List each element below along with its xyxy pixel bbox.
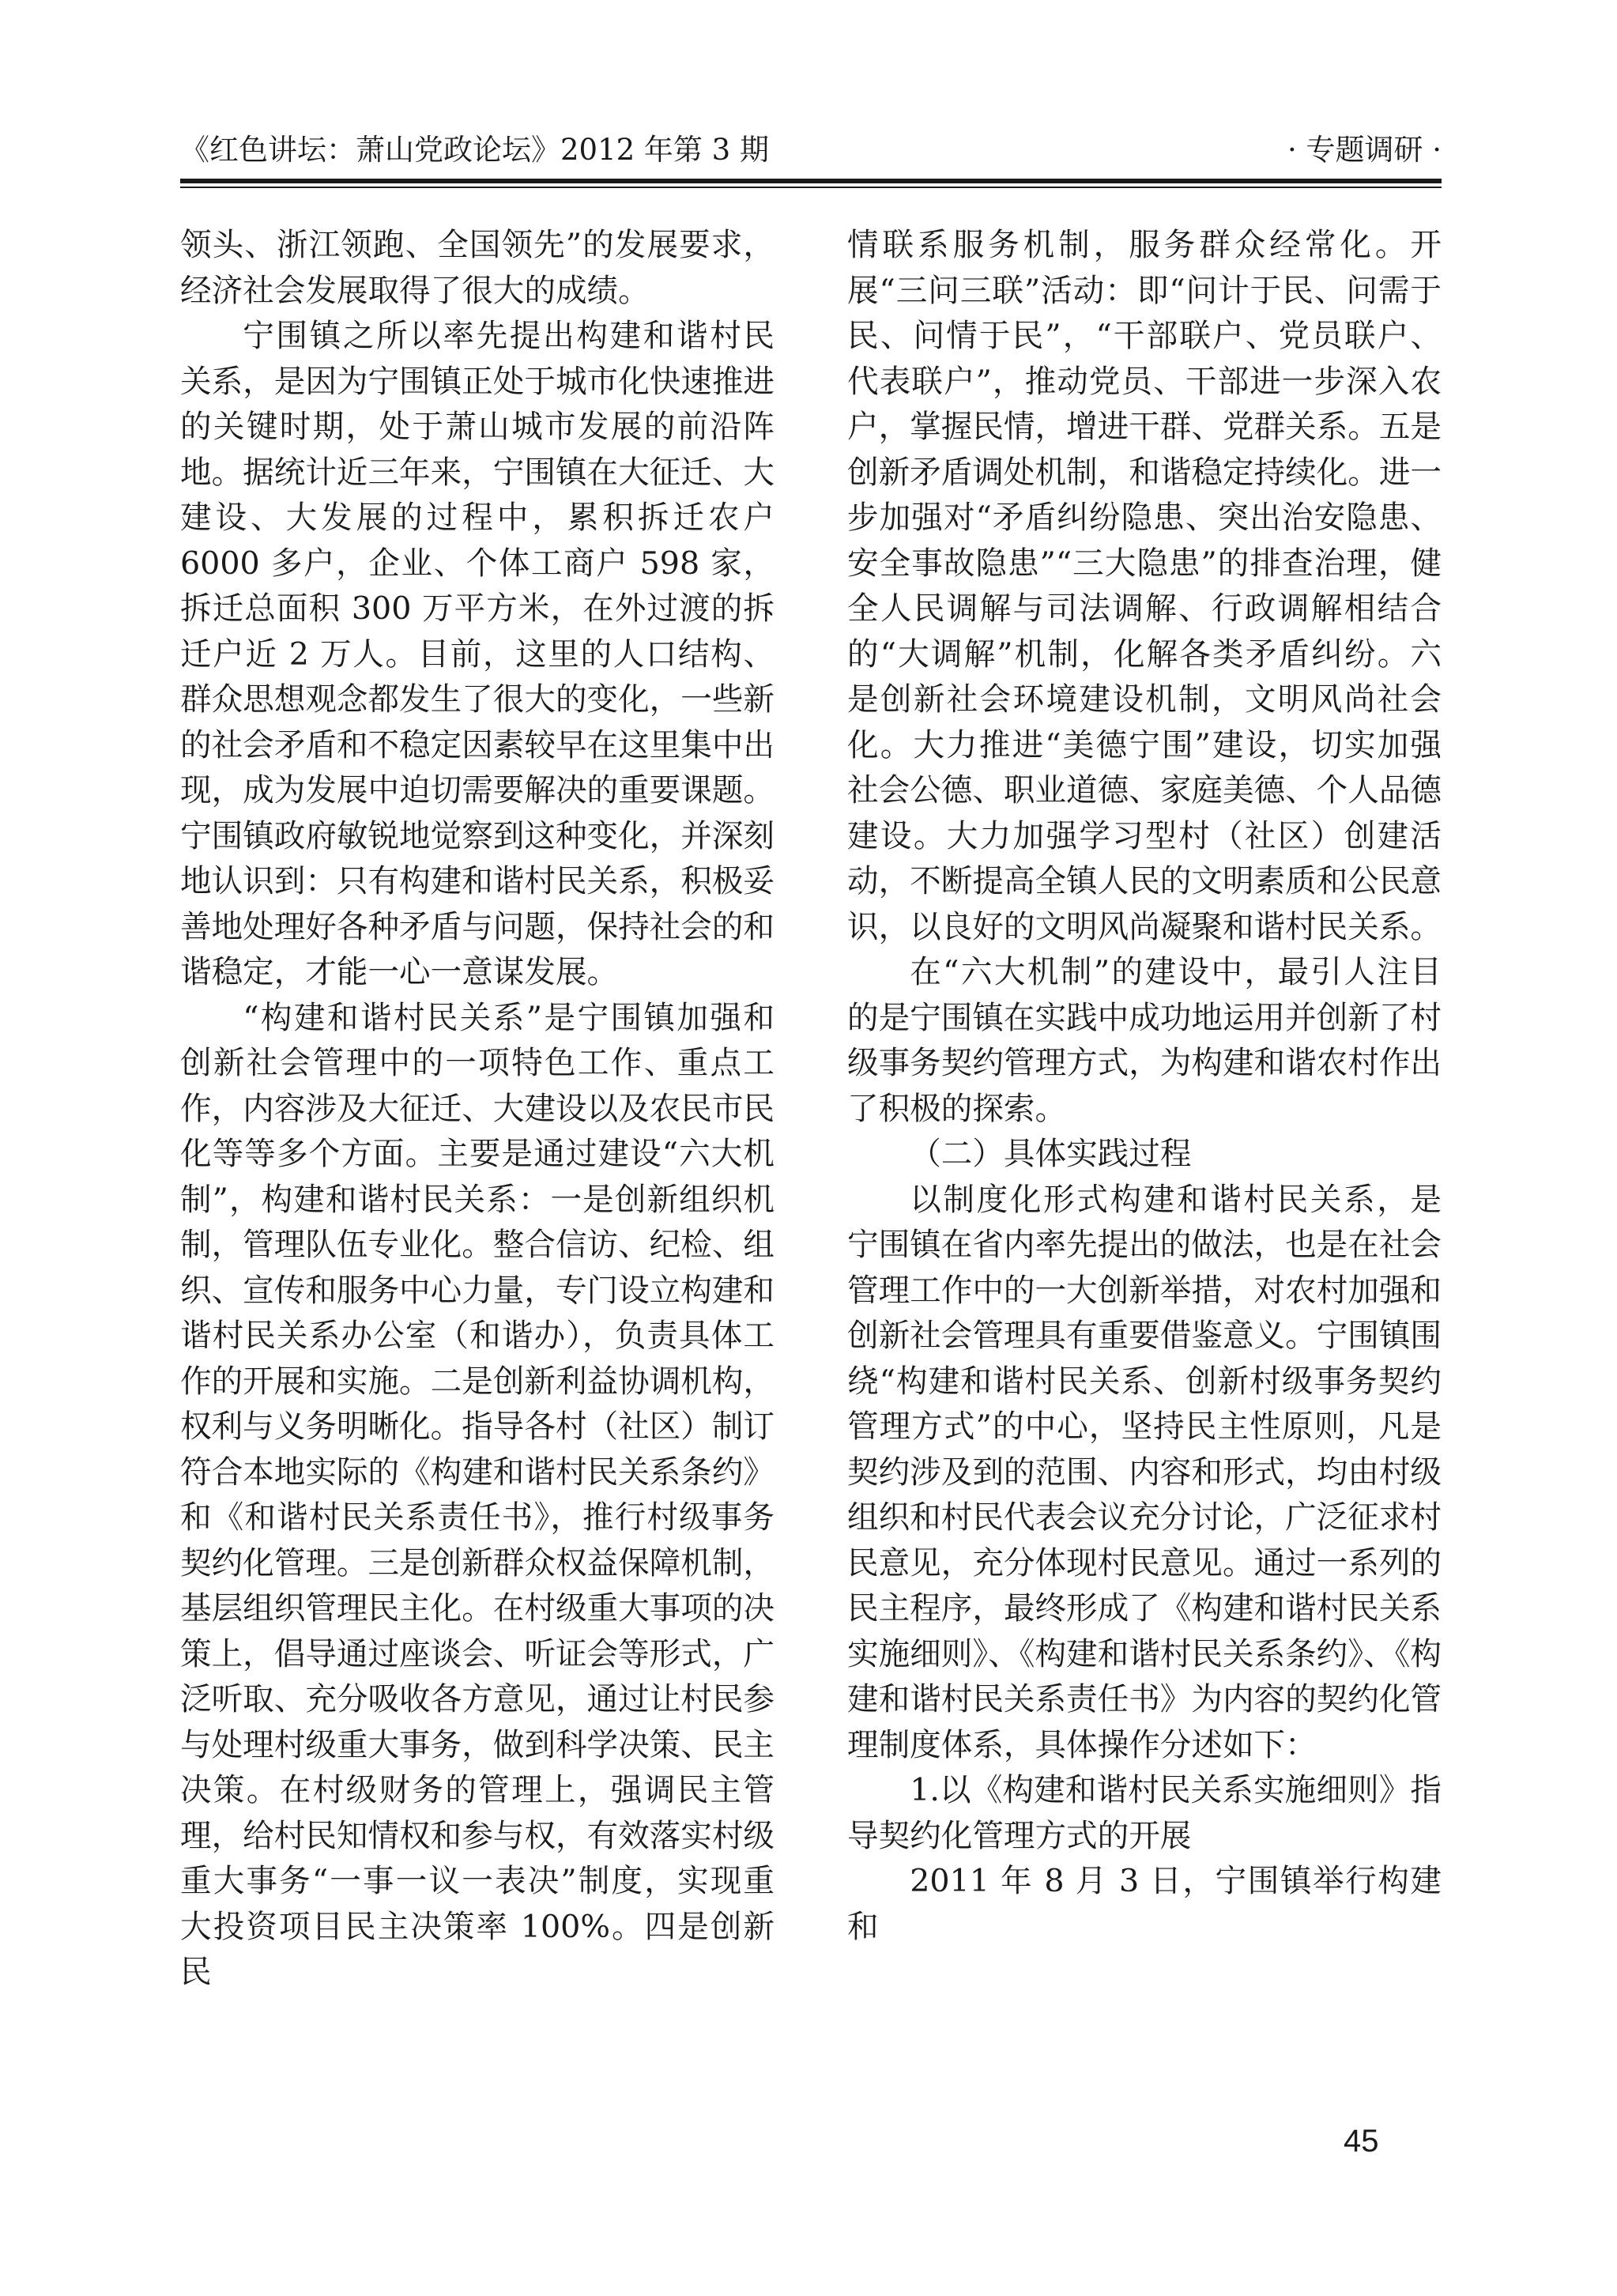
paragraph: 领头、浙江领跑、全国领先”的发展要求，经济社会发展取得了很大的成绩。: [180, 227, 775, 309]
header-rule-thick: [180, 179, 1442, 183]
running-header: [180, 133, 1442, 172]
paragraph: 宁围镇之所以率先提出构建和谐村民关系，是因为宁围镇正处于城市化快速推进的关键时期，处于萧山城市发展的前沿阵地。据统计近三年来，宁围镇在大征迁、大建设、大发展的过程中，累积拆迁农户 6000 多户，企业、个体工商户 598 家，拆迁总面积 300 万平方米，在外过渡的拆迁户近 2 万人。目前，这里的人口结构、群众思想观念都发生了很大的变化，一些新的社会矛盾和不稳定因素较早在这里集中出现，成为发展中迫切需要解决的重要课题。宁围镇政府敏锐地觉察到这种变化，并深刻地认识到：只有构建和谐村民关系，积极妥善地处理好各种矛盾与问题，保持社会的和谐稳定，才能一心一意谋发展。: [180, 318, 775, 990]
paragraph: 情联系服务机制，服务群众经常化。开展“三问三联”活动：即“问计于民、问需于民、问情于民”，“干部联户、党员联户、代表联户”，推动党员、干部进一步深入农户，掌握民情，增进干群、党群关系。五是创新矛盾调处机制，和谐稳定持续化。进一步加强对“矛盾纠纷隐患、突出治安隐患、安全事故隐患”“三大隐患”的排查治理，健全人民调解与司法调解、行政调解相结合的“大调解”机制，化解各类矛盾纠纷。六是创新社会环境建设机制，文明风尚社会化。大力推进“美德宁围”建设，切实加强社会公德、职业道德、家庭美德、个人品德建设。大力加强学习型村（社区）创建活动，不断提高全镇人民的文明素质和公民意识，以良好的文明风尚凝聚和谐村民关系。: [847, 227, 1442, 945]
right-column: [847, 223, 1442, 1950]
page-number: 45: [1344, 2124, 1379, 2158]
paragraph: （二）具体实践过程: [910, 1136, 1192, 1172]
paragraph: 2011 年 8 月 3 日，宁围镇举行构建和: [847, 1863, 1442, 1945]
section-label: · 专题调研 ·: [1287, 133, 1442, 167]
paragraph: 在“六大机制”的建设中，最引人注目的是宁围镇在实践中成功地运用并创新了村级事务契约管理方式，为构建和谐农村作出了积极的探索。: [847, 954, 1442, 1127]
journal-title: 《红色讲坛：萧山党政论坛》2012 年第 3 期: [180, 133, 769, 167]
left-column: [180, 223, 775, 1996]
paragraph: 1.以《构建和谐村民关系实施细则》指导契约化管理方式的开展: [847, 1772, 1442, 1854]
header-rule-thin: [180, 187, 1442, 188]
paragraph: 以制度化形式构建和谐村民关系，是宁围镇在省内率先提出的做法，也是在社会管理工作中的一大创新举措，对农村加强和创新社会管理具有重要借鉴意义。宁围镇围绕“构建和谐村民关系、创新村级事务契约管理方式”的中心，坚持民主性原则，凡是契约涉及到的范围、内容和形式，均由村级组织和村民代表会议充分讨论，广泛征求村民意见，充分体现村民意见。通过一系列的民主程序，最终形成了《构建和谐村民关系实施细则》、《构建和谐村民关系条约》、《构建和谐村民关系责任书》为内容的契约化管理制度体系，具体操作分述如下：: [847, 1181, 1442, 1763]
paragraph: “构建和谐村民关系”是宁围镇加强和创新社会管理中的一项特色工作、重点工作，内容涉及大征迁、大建设以及农民市民化等等多个方面。主要是通过建设“六大机制”，构建和谐村民关系：一是创新组织机制，管理队伍专业化。整合信访、纪检、组织、宣传和服务中心力量，专门设立构建和谐村民关系办公室（和谐办），负责具体工作的开展和实施。二是创新利益协调机构，权利与义务明晰化。指导各村（社区）制订符合本地实际的《构建和谐村民关系条约》和《和谐村民关系责任书》，推行村级事务契约化管理。三是创新群众权益保障机制，基层组织管理民主化。在村级重大事项的决策上，倡导通过座谈会、听证会等形式，广泛听取、充分吸收各方意见，通过让村民参与处理村级重大事务，做到科学决策、民主决策。在村级财务的管理上，强调民主管理，给村民知情权和参与权，有效落实村级重大事务“一事一议一表决”制度，实现重大投资项目民主决策率 100%。四是创新民: [180, 999, 775, 1990]
